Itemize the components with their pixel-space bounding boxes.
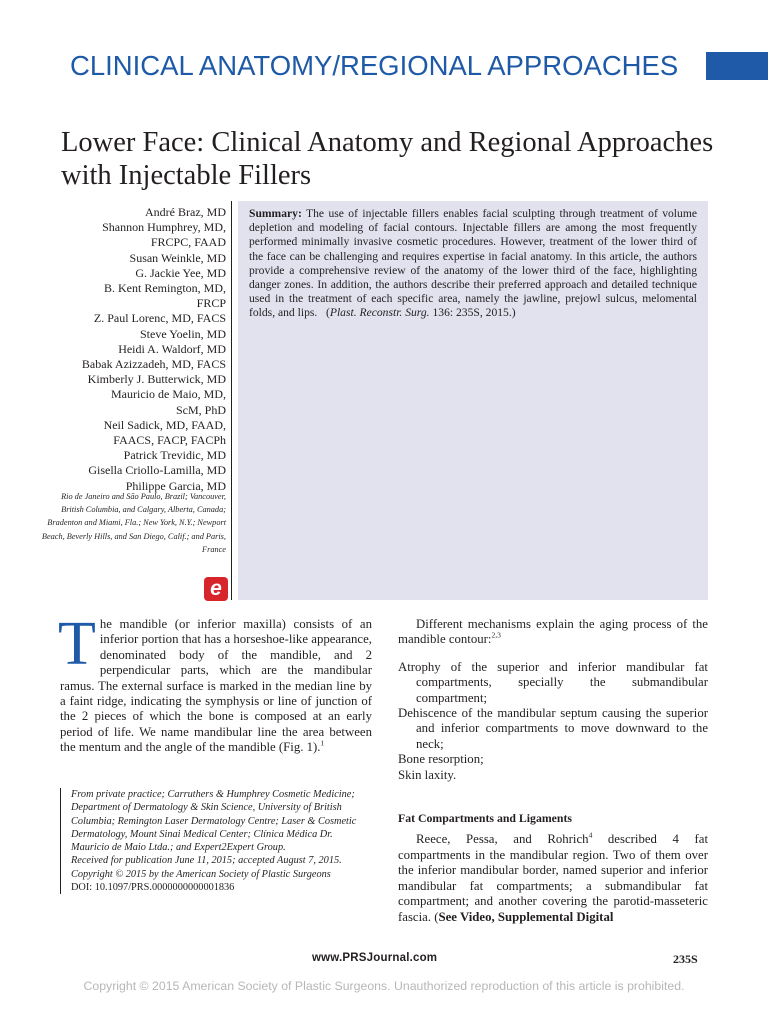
author-line: Gisella Criollo-Lamilla, MD — [88, 463, 226, 478]
journal-url[interactable]: www.PRSJournal.com — [312, 952, 438, 964]
author-line: FAACS, FACP, FACPh — [113, 433, 226, 448]
author-line: Philippe Garcia, MD — [125, 478, 226, 493]
para-start: Reece, Pessa, and Rohrich — [416, 832, 589, 847]
citation-journal: Plast. Reconstr. Surg. — [329, 306, 430, 320]
summary-box — [238, 201, 708, 600]
e-icon-glyph: e — [210, 577, 222, 600]
author-line: ScM, PhD — [175, 402, 226, 417]
affiliation: Rio de Janeiro and São Paulo, Brazil; Vancouver, British Columbia, and Calgary, Alberta, Canada; Bradenton and Miami, Fla.; New York, N.Y.; Newport Beach, Beverly Hills, and San Diego, Calif.; and Paris, France — [41, 492, 226, 554]
para-rest: described 4 fat compartments in the mandibular region. Two of them over the inferior mandibular border, named superior and inferior mandibular fat compartments; a submandibular fat compartment; and another covering the parotid-masseteric fascia. ( — [398, 832, 708, 924]
summary-label: Summary: — [249, 207, 302, 220]
list-item: Bone resorption; — [398, 752, 484, 767]
body-right-column — [398, 617, 708, 925]
footnote-doi[interactable]: DOI: 10.1097/PRS.0000000000001836 — [71, 882, 235, 894]
list-item: Skin laxity. — [398, 767, 457, 782]
ref-2-3[interactable]: 2,3 — [491, 631, 501, 641]
footnote-copyright: Copyright © 2015 by the American Society of Plastic Surgeons — [71, 868, 331, 880]
section-heading: Fat Compartments and Ligaments — [398, 811, 572, 826]
author-line: Heidi A. Waldorf, MD — [118, 341, 226, 356]
column-divider — [231, 201, 232, 600]
author-line: Shannon Humphrey, MD, — [102, 220, 226, 235]
body-left-text: he mandible (or inferior maxilla) consists of an inferior portion that has a horseshoe-like appearance, denominated body of the mandible, and 2 perpendicular parts, which are the mandibular ramus. The external surface is marked in the median line by a faint ridge, indicating the symphysis or line of junction of the 2 pieces of which the bone is composed at an early period of life. We name mandibular line the area between the mentum and the angle of the mandible (Fig. 1). — [60, 617, 372, 755]
page-number: 235S — [673, 952, 698, 966]
section-bar — [706, 52, 768, 80]
e-content-icon[interactable] — [204, 577, 228, 601]
author-line: Neil Sadick, MD, FAAD, — [103, 417, 226, 432]
body-left-column — [58, 610, 372, 756]
footnote — [60, 788, 372, 894]
author-line: Mauricio de Maio, MD, — [111, 387, 226, 402]
article-title: Lower Face: Clinical Anatomy and Regional Approaches with Injectable Fillers — [61, 127, 714, 191]
author-line: FRCP — [196, 296, 226, 311]
copyright-notice: Copyright © 2015 American Society of Plastic Surgeons. Unauthorized reproduction of this article is prohibited. — [83, 979, 685, 993]
author-line: Patrick Trevidic, MD — [123, 448, 226, 463]
list-item: Dehiscence of the mandibular septum causing the superior and inferior compartments to move downward to the neck; — [398, 706, 708, 751]
author-line: Susan Weinkle, MD — [129, 250, 226, 265]
author-line: Z. Paul Lorenc, MD, FACS — [93, 311, 226, 326]
drop-cap: T — [58, 610, 96, 678]
author-list — [40, 205, 226, 494]
author-line: B. Kent Remington, MD, — [104, 281, 226, 296]
ref-4[interactable]: 4 — [588, 831, 593, 841]
aging-mechanisms-list — [398, 660, 708, 783]
list-item: Atrophy of the superior and inferior mandibular fat compartments, specially the submandibular compartment; — [398, 659, 708, 705]
ref-1[interactable]: 1 — [320, 738, 325, 748]
video-link[interactable]: See Video, Supplemental Digital — [438, 909, 614, 924]
author-line: G. Jackie Yee, MD — [135, 265, 226, 280]
author-line: André Braz, MD — [145, 205, 226, 219]
right-intro: Different mechanisms explain the aging process of the mandible contour: — [398, 617, 708, 647]
author-line: FRCPC, FAAD — [150, 235, 226, 250]
section-title: CLINICAL ANATOMY/REGIONAL APPROACHES — [70, 50, 679, 81]
author-line: Steve Yoelin, MD — [139, 326, 226, 341]
author-line: Babak Azizzadeh, MD, FACS — [81, 357, 226, 372]
footnote-from: From private practice; Carruthers & Humphrey Cosmetic Medicine; Department of Dermatology & Skin Science, University of British Columbia; Remington Laser Dermatology Centre; Laser & Cosmetic Dermatology, Mount Sinai Medical Center; Clínica Médica Dr. Mauricio de Maio Ltda.; and Expert2Expert Group. — [71, 789, 357, 854]
footnote-received: Received for publication June 11, 2015; accepted August 7, 2015. — [71, 855, 342, 867]
citation-prefix: ( — [325, 306, 330, 320]
citation-rest: 136: 235S, 2015.) — [432, 306, 516, 320]
summary-text: The use of injectable fillers enables facial sculpting through treatment of volume depletion and modeling of facial contours. Injectable fillers are among the most frequently performed minimally invasive cosmetic procedures. However, treatment of the lower third of the face can be challenging and requires expertise in facial anatomy. In this article, the authors provide a comprehensive review of the anatomy of the lower third of the face, highlighting danger zones. In addition, the authors describe their preferred approach and detailed technique used in the treatment of each specific area, namely the jawline, prejowl sulcus, melomental folds, and lips. — [249, 207, 697, 320]
author-line: Kimberly J. Butterwick, MD — [87, 372, 226, 387]
section-header — [70, 48, 768, 86]
